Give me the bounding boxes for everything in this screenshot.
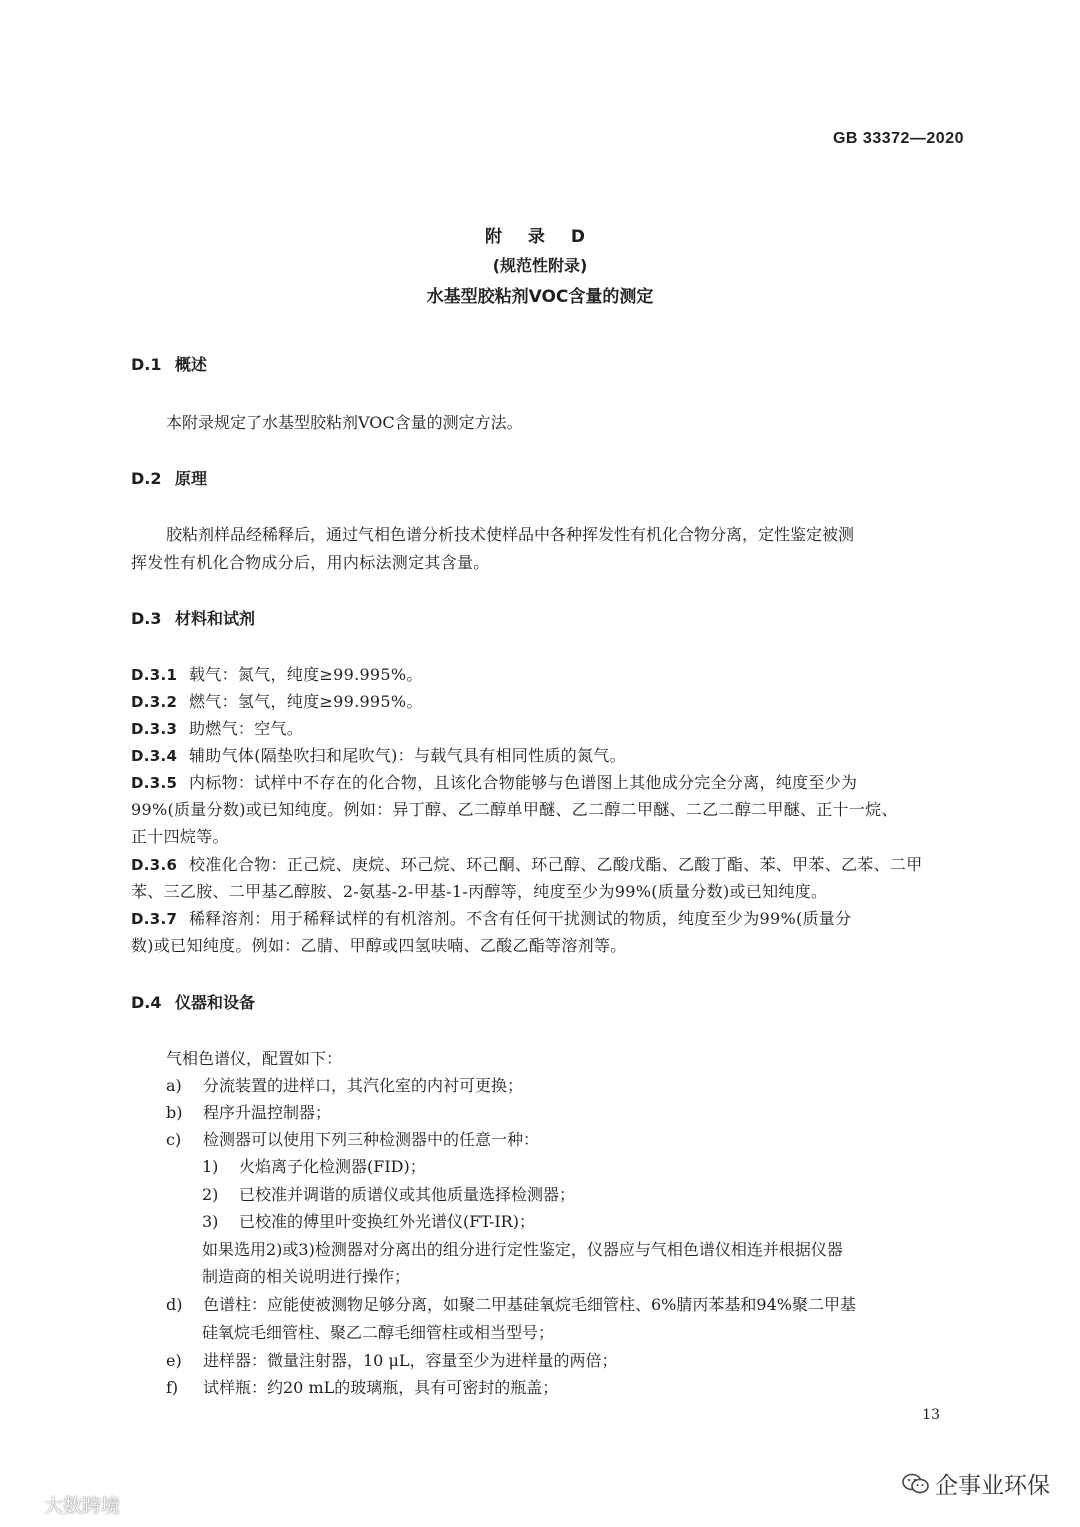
section-title: 仪器和设备 xyxy=(175,993,256,1012)
page-number: 13 xyxy=(922,1407,940,1423)
list-item-b xyxy=(166,1100,331,1123)
item-label: f) xyxy=(166,1378,179,1397)
wechat-icon xyxy=(901,1472,931,1496)
item-label: c) xyxy=(166,1130,182,1149)
clause-text: 燃气：氢气，纯度≥99.995%。 xyxy=(189,692,423,711)
item-label: 3) xyxy=(202,1212,219,1231)
clause-d35-cont: 正十四烷等。 xyxy=(131,827,229,846)
d4-intro: 气相色谱仪，配置如下： xyxy=(166,1049,343,1068)
section-number: D.4 xyxy=(131,993,162,1012)
appendix-heading: 附 录 D xyxy=(485,227,595,247)
clause-number: D.3.2 xyxy=(131,693,178,711)
section-title: 概述 xyxy=(175,355,208,374)
detector-note: 如果选用2)或3)检测器对分离出的组分进行定性鉴定，仪器应与气相色谱仪相连并根据仪器 xyxy=(202,1240,843,1259)
section-d3-heading xyxy=(131,606,255,629)
item-text: 已校准的傅里叶变换红外光谱仪(FT-IR)； xyxy=(239,1212,535,1231)
weibo-icon xyxy=(8,1494,42,1516)
weibo-watermark xyxy=(8,1491,120,1518)
clause-d35-cont: 99%(质量分数)或已知纯度。例如：异丁醇、乙二醇单甲醚、乙二醇二甲醚、二乙二醇二甲醚、正十一烷、 xyxy=(131,800,898,819)
clause-d35 xyxy=(131,770,857,793)
clause-text: 校准化合物：正己烷、庚烷、环己烷、环己酮、环己醇、乙酸戊酯、乙酸丁酯、苯、甲苯、乙苯、二甲 xyxy=(189,855,923,874)
clause-d33 xyxy=(131,716,303,739)
section-d2-line: 胶粘剂样品经稀释后，通过气相色谱分析技术使样品中各种挥发性有机化合物分离，定性鉴定被测 xyxy=(166,525,855,544)
item-text: 试样瓶：约20 mL的玻璃瓶，具有可密封的瓶盖； xyxy=(203,1378,559,1397)
appendix-kind: (规范性附录) xyxy=(492,256,588,275)
clause-text: 内标物：试样中不存在的化合物，且该化合物能够与色谱图上其他成分完全分离，纯度至少为 xyxy=(189,773,858,792)
section-d2-heading xyxy=(131,466,207,489)
section-number: D.1 xyxy=(131,355,162,374)
item-label: 1) xyxy=(202,1157,219,1176)
sub-item-3 xyxy=(202,1209,535,1232)
list-item-d-cont: 硅氧烷毛细管柱、聚乙二醇毛细管柱或相当型号； xyxy=(202,1323,555,1342)
item-text: 进样器：微量注射器，10 μL，容量至少为进样量的两倍； xyxy=(203,1351,618,1370)
section-number: D.2 xyxy=(131,469,162,488)
clause-text: 辅助气体(隔垫吹扫和尾吹气)：与载气具有相同性质的氮气。 xyxy=(189,746,626,765)
list-item-d xyxy=(166,1292,856,1315)
section-number: D.3 xyxy=(131,609,162,628)
list-item-a xyxy=(166,1073,523,1096)
clause-d37 xyxy=(131,906,851,929)
list-item-c xyxy=(166,1127,539,1150)
item-label: a) xyxy=(166,1076,182,1095)
item-label: e) xyxy=(166,1351,182,1370)
item-text: 火焰离子化检测器(FID)； xyxy=(239,1157,426,1176)
clause-d31 xyxy=(131,662,423,685)
sub-item-2 xyxy=(202,1182,575,1205)
clause-number: D.3.7 xyxy=(131,910,178,928)
clause-number: D.3.5 xyxy=(131,774,178,792)
section-title: 原理 xyxy=(175,469,208,488)
clause-text: 助燃气：空气。 xyxy=(189,719,304,738)
clause-d36 xyxy=(131,852,923,875)
item-label: d) xyxy=(166,1295,183,1314)
item-text: 已校准并调谐的质谱仪或其他质量选择检测器； xyxy=(239,1185,576,1204)
item-text: 色谱柱：应能使被测物足够分离，如聚二甲基硅氧烷毛细管柱、6%腈丙苯基和94%聚二甲基 xyxy=(203,1295,856,1314)
clause-d32 xyxy=(131,689,423,712)
list-item-e xyxy=(166,1348,617,1371)
clause-number: D.3.3 xyxy=(131,720,178,738)
watermark-text: 大数跨境 xyxy=(44,1495,121,1517)
clause-number: D.3.1 xyxy=(131,666,178,684)
section-d2-line: 挥发性有机化合物成分后，用内标法测定其含量。 xyxy=(131,553,490,572)
section-title: 材料和试剂 xyxy=(175,609,256,628)
item-text: 程序升温控制器； xyxy=(203,1103,332,1122)
item-text: 分流装置的进样口，其汽化室的内衬可更换； xyxy=(203,1076,524,1095)
sub-item-1 xyxy=(202,1154,426,1177)
appendix-title: 水基型胶粘剂VOC含量的测定 xyxy=(426,287,654,307)
item-label: b) xyxy=(166,1103,183,1122)
section-d1-text: 本附录规定了水基型胶粘剂VOC含量的测定方法。 xyxy=(166,413,523,432)
item-label: 2) xyxy=(202,1185,219,1204)
detector-note: 制造商的相关说明进行操作； xyxy=(202,1267,411,1286)
clause-d37-cont: 数)或已知纯度。例如：乙腈、甲醇或四氢呋喃、乙酸乙酯等溶剂等。 xyxy=(131,936,627,955)
item-text: 检测器可以使用下列三种检测器中的任意一种： xyxy=(203,1130,540,1149)
list-item-f xyxy=(166,1375,558,1398)
clause-text: 载气：氮气，纯度≥99.995%。 xyxy=(189,665,423,684)
standard-number: GB 33372—2020 xyxy=(832,130,964,147)
section-d4-heading xyxy=(131,990,255,1013)
wechat-watermark xyxy=(901,1467,1050,1500)
clause-d34 xyxy=(131,743,626,766)
clause-number: D.3.4 xyxy=(131,747,178,765)
clause-number: D.3.6 xyxy=(131,856,178,874)
watermark-text: 企事业环保 xyxy=(935,1473,1050,1499)
section-d1-heading xyxy=(131,352,207,375)
clause-d36-cont: 苯、三乙胺、二甲基乙醇胺、2-氨基-2-甲基-1-丙醇等，纯度至少为99%(质量分数)或已知纯度。 xyxy=(131,882,828,901)
clause-text: 稀释溶剂：用于稀释试样的有机溶剂。不含有任何干扰测试的物质，纯度至少为99%(质量分 xyxy=(189,909,852,928)
